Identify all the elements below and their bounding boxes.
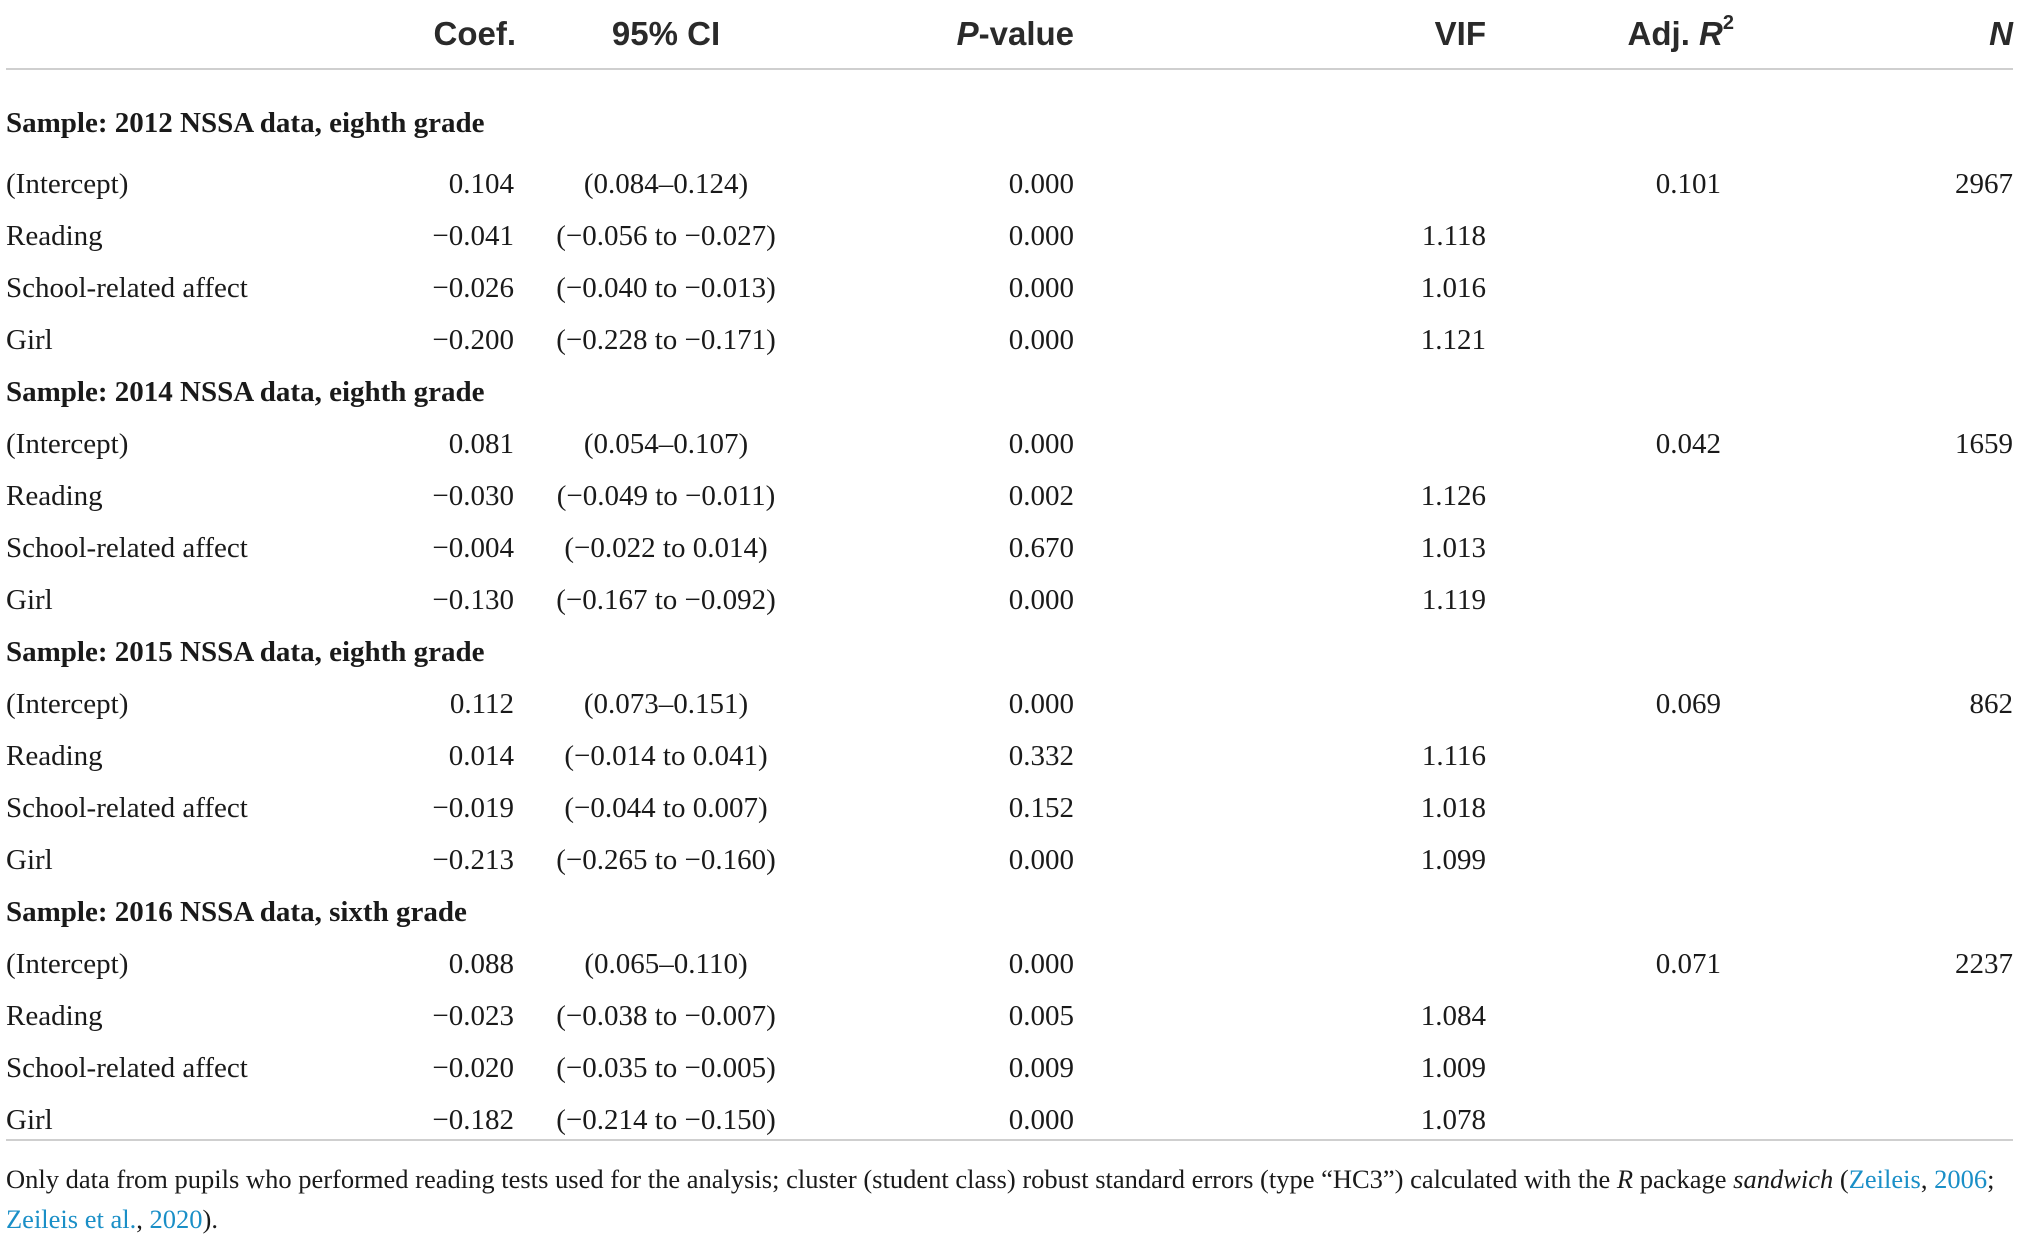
p-value-cell: 0.000 <box>1008 947 1074 980</box>
footnote-text <box>6 1159 2013 1239</box>
vif-cell: 1.078 <box>1420 1103 1486 1136</box>
footnote-sep-1: , <box>1920 1164 1935 1194</box>
ci-cell: (−0.022 to 0.014) <box>564 531 768 564</box>
coef-cell: −0.026 <box>432 271 514 304</box>
coef-cell: −0.041 <box>432 219 514 252</box>
ci-cell: (−0.038 to −0.007) <box>556 999 776 1032</box>
row-label: School-related affect <box>6 531 248 564</box>
table-row <box>6 1042 2013 1094</box>
adj-r2-cell <box>1486 470 1776 522</box>
reference-link-zeileis-et-al[interactable]: Zeileis et al. <box>6 1204 137 1234</box>
adj-r2-cell <box>1486 1042 1776 1094</box>
sample-section-row <box>6 366 2013 418</box>
p-value-cell: 0.000 <box>1008 219 1074 252</box>
table-row <box>6 574 2013 626</box>
vif-cell: 1.099 <box>1420 843 1486 876</box>
ci-cell: (−0.167 to −0.092) <box>556 583 776 616</box>
ci-cell: (−0.056 to −0.027) <box>556 219 776 252</box>
table-row <box>6 730 2013 782</box>
p-value-cell: 0.000 <box>1008 271 1074 304</box>
coef-cell: 0.104 <box>448 167 514 200</box>
vif-cell: 1.084 <box>1420 999 1486 1032</box>
p-value-cell: 0.000 <box>1008 323 1074 356</box>
reference-link-2006[interactable]: 2006 <box>1934 1164 1988 1194</box>
regression-results-table <box>6 0 2013 1146</box>
ci-cell: (−0.049 to −0.011) <box>556 479 776 512</box>
sample-section-row <box>6 626 2013 678</box>
ci-cell: (−0.035 to −0.005) <box>556 1051 776 1084</box>
table-row <box>6 834 2013 886</box>
header-coef: Coef. <box>336 0 516 69</box>
p-value-cell: 0.000 <box>1008 167 1074 200</box>
sample-title: Sample: 2014 NSSA data, eighth grade <box>6 375 485 408</box>
row-label: Reading <box>6 999 103 1032</box>
coef-cell: −0.030 <box>432 479 514 512</box>
coef-cell: −0.182 <box>432 1103 514 1136</box>
p-value-cell: 0.000 <box>1008 583 1074 616</box>
p-value-cell: 0.000 <box>1008 843 1074 876</box>
coef-cell: −0.213 <box>432 843 514 876</box>
header-adj-r: R <box>1699 15 1723 52</box>
p-value-cell: 0.005 <box>1008 999 1074 1032</box>
table-row <box>6 262 2013 314</box>
row-label: Reading <box>6 479 103 512</box>
n-cell <box>1776 262 2013 314</box>
table-row <box>6 782 2013 834</box>
n-cell <box>1776 210 2013 262</box>
ci-cell: (0.084–0.124) <box>583 167 749 200</box>
table-body <box>6 69 2013 1146</box>
row-label: (Intercept) <box>6 427 129 460</box>
adj-r2-cell <box>1486 262 1776 314</box>
adj-r2-cell: 0.071 <box>1655 947 1721 980</box>
p-value-cell: 0.670 <box>1008 531 1074 564</box>
coef-cell: 0.112 <box>449 687 514 720</box>
sample-title: Sample: 2012 NSSA data, eighth grade <box>6 106 485 139</box>
header-n: N <box>1776 0 2013 69</box>
vif-cell: 1.018 <box>1420 791 1486 824</box>
row-label: (Intercept) <box>6 167 129 200</box>
n-cell <box>1776 574 2013 626</box>
table-footnote <box>6 1139 2013 1239</box>
footnote-sandwich: sandwich <box>1733 1164 1834 1194</box>
row-label: Girl <box>6 1103 53 1136</box>
footnote-part-1: Only data from pupils who performed reading tests used for the analysis; cluster (student class) robust standard errors (type “HC3”) calculated with the <box>6 1164 1617 1194</box>
sample-section-row <box>6 886 2013 938</box>
coef-cell: 0.081 <box>448 427 514 460</box>
table-row <box>6 470 2013 522</box>
vif-cell: 1.121 <box>1420 323 1486 356</box>
row-label: Girl <box>6 323 53 356</box>
p-value-cell: 0.009 <box>1008 1051 1074 1084</box>
sample-title: Sample: 2016 NSSA data, sixth grade <box>6 895 467 928</box>
footnote-sep-3: , <box>136 1204 150 1234</box>
n-cell <box>1776 470 2013 522</box>
header-adj-r2 <box>1486 0 1776 69</box>
ci-cell: (0.054–0.107) <box>583 427 749 460</box>
n-cell <box>1776 834 2013 886</box>
row-label: (Intercept) <box>6 947 129 980</box>
reference-link-zeileis[interactable]: Zeileis <box>1848 1164 1921 1194</box>
vif-cell: 1.016 <box>1420 271 1486 304</box>
row-label: School-related affect <box>6 271 248 304</box>
vif-cell: 1.119 <box>1421 583 1486 616</box>
ci-cell: (−0.214 to −0.150) <box>556 1103 776 1136</box>
ci-cell: (−0.228 to −0.171) <box>556 323 776 356</box>
vif-cell: 1.116 <box>1421 739 1486 772</box>
vif-cell: 1.009 <box>1420 1051 1486 1084</box>
header-vif: VIF <box>1236 0 1486 69</box>
n-cell <box>1776 730 2013 782</box>
table-header <box>6 0 2013 69</box>
ci-cell: (−0.044 to 0.007) <box>564 791 768 824</box>
footnote-part-2: package <box>1633 1164 1734 1194</box>
header-p-letter: P <box>956 15 979 52</box>
coef-cell: 0.088 <box>448 947 514 980</box>
coef-cell: −0.020 <box>432 1051 514 1084</box>
ci-cell: (−0.040 to −0.013) <box>556 271 776 304</box>
header-row <box>6 0 2013 69</box>
adj-r2-cell <box>1486 210 1776 262</box>
ci-cell: (0.065–0.110) <box>584 947 748 980</box>
n-cell: 2967 <box>1955 167 2013 200</box>
table-row <box>6 418 2013 470</box>
table-row <box>6 210 2013 262</box>
footnote-part-4: ). <box>202 1204 218 1234</box>
coef-cell: −0.200 <box>432 323 514 356</box>
vif-cell: 1.013 <box>1420 531 1486 564</box>
vif-cell <box>1236 938 1486 990</box>
n-cell: 1659 <box>1955 427 2013 460</box>
row-label: School-related affect <box>6 791 248 824</box>
table-row <box>6 678 2013 730</box>
table-row <box>6 314 2013 366</box>
row-label: Reading <box>6 219 103 252</box>
sample-title: Sample: 2015 NSSA data, eighth grade <box>6 635 485 668</box>
coef-cell: 0.014 <box>448 739 514 772</box>
adj-r2-cell <box>1486 574 1776 626</box>
adj-r2-cell <box>1486 314 1776 366</box>
n-cell <box>1776 314 2013 366</box>
coef-cell: −0.130 <box>432 583 514 616</box>
vif-cell: 1.118 <box>1421 219 1486 252</box>
n-cell <box>1776 522 2013 574</box>
n-cell: 862 <box>1969 687 2013 720</box>
row-label: Reading <box>6 739 103 772</box>
ci-cell: (−0.265 to −0.160) <box>556 843 776 876</box>
row-label: Girl <box>6 843 53 876</box>
header-adj-sup: 2 <box>1722 12 1734 34</box>
n-cell <box>1776 782 2013 834</box>
row-label: Girl <box>6 583 53 616</box>
adj-r2-cell <box>1486 834 1776 886</box>
p-value-cell: 0.332 <box>1008 739 1074 772</box>
adj-r2-cell <box>1486 782 1776 834</box>
header-adj-prefix: Adj. <box>1627 15 1700 52</box>
adj-r2-cell <box>1486 730 1776 782</box>
row-label: School-related affect <box>6 1051 248 1084</box>
sample-section-row <box>6 69 2013 158</box>
adj-r2-cell: 0.101 <box>1655 167 1721 200</box>
header-p-value <box>816 0 1236 69</box>
footnote-part-3: ( <box>1833 1164 1849 1194</box>
p-value-cell: 0.152 <box>1008 791 1074 824</box>
header-ci: 95% CI <box>516 0 816 69</box>
table-row <box>6 522 2013 574</box>
vif-cell: 1.126 <box>1420 479 1486 512</box>
table-row <box>6 990 2013 1042</box>
header-p-suffix: -value <box>978 15 1074 52</box>
adj-r2-cell: 0.069 <box>1655 687 1721 720</box>
coef-cell: −0.019 <box>432 791 514 824</box>
p-value-cell: 0.000 <box>1008 427 1074 460</box>
n-cell <box>1776 1042 2013 1094</box>
vif-cell <box>1236 158 1486 210</box>
footnote-r-package: R <box>1616 1164 1634 1194</box>
p-value-cell: 0.002 <box>1008 479 1074 512</box>
footnote-sep-2: ; <box>1987 1164 1995 1194</box>
adj-r2-cell <box>1486 990 1776 1042</box>
n-cell <box>1776 990 2013 1042</box>
header-label <box>6 0 336 69</box>
coef-cell: −0.023 <box>432 999 514 1032</box>
table-row <box>6 158 2013 210</box>
adj-r2-cell <box>1486 522 1776 574</box>
ci-cell: (−0.014 to 0.041) <box>564 739 768 772</box>
n-cell: 2237 <box>1955 947 2013 980</box>
p-value-cell: 0.000 <box>1008 687 1074 720</box>
vif-cell <box>1236 678 1486 730</box>
table-row <box>6 938 2013 990</box>
ci-cell: (0.073–0.151) <box>583 687 749 720</box>
p-value-cell: 0.000 <box>1008 1103 1074 1136</box>
row-label: (Intercept) <box>6 687 129 720</box>
vif-cell <box>1236 418 1486 470</box>
adj-r2-cell: 0.042 <box>1655 427 1721 460</box>
reference-link-2020[interactable]: 2020 <box>149 1204 203 1234</box>
coef-cell: −0.004 <box>432 531 514 564</box>
